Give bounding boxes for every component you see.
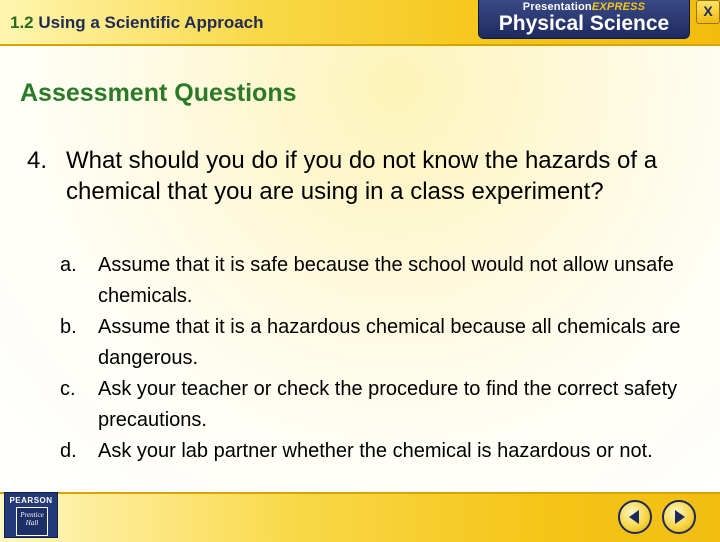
previous-arrow-icon (620, 502, 650, 532)
brand-accent: EXPRESS (591, 1, 646, 13)
brand-logo (478, 0, 690, 39)
answer-option-a[interactable] (60, 250, 710, 312)
answer-letter: b. (60, 316, 77, 338)
answer-option-d[interactable] (60, 436, 710, 467)
answer-text: Assume that it is safe because the school would not allow unsafe chemicals. (98, 254, 674, 307)
answer-letter: a. (60, 254, 77, 276)
brand-name: Physical Science (498, 12, 670, 35)
publisher-name: PEARSON (9, 496, 53, 505)
section-title-text: Using a Scientific Approach (38, 13, 264, 32)
section-title (10, 13, 264, 33)
question-text: What should you do if you do not know the hazards of a chemical that you are using in a class experiment? (66, 147, 658, 205)
previous-slide-button[interactable] (618, 500, 652, 534)
brand-prefix: Presentation (522, 1, 592, 13)
answer-text: Ask your lab partner whether the chemical is hazardous or not. (98, 440, 653, 462)
answer-option-b[interactable] (60, 312, 710, 374)
section-number: 1.2 (10, 13, 34, 32)
pearson-logo (4, 492, 58, 538)
slide-heading: Assessment Questions (20, 79, 297, 107)
prentice-hall-logo (16, 507, 48, 536)
close-button[interactable]: X (696, 0, 720, 24)
footer-bar (0, 492, 720, 542)
answer-letter: d. (60, 440, 77, 462)
header-bar (0, 0, 720, 46)
imprint-name: Prentice Hall (20, 511, 44, 527)
answer-text: Assume that it is a hazardous chemical because all chemicals are dangerous. (98, 316, 681, 369)
answer-list (60, 250, 710, 467)
next-arrow-icon (664, 502, 694, 532)
answer-text: Ask your teacher or check the procedure to find the correct safety precautions. (98, 378, 678, 431)
question-number: 4. (27, 147, 48, 174)
answer-letter: c. (60, 378, 76, 400)
next-slide-button[interactable] (662, 500, 696, 534)
answer-option-c[interactable] (60, 374, 710, 436)
